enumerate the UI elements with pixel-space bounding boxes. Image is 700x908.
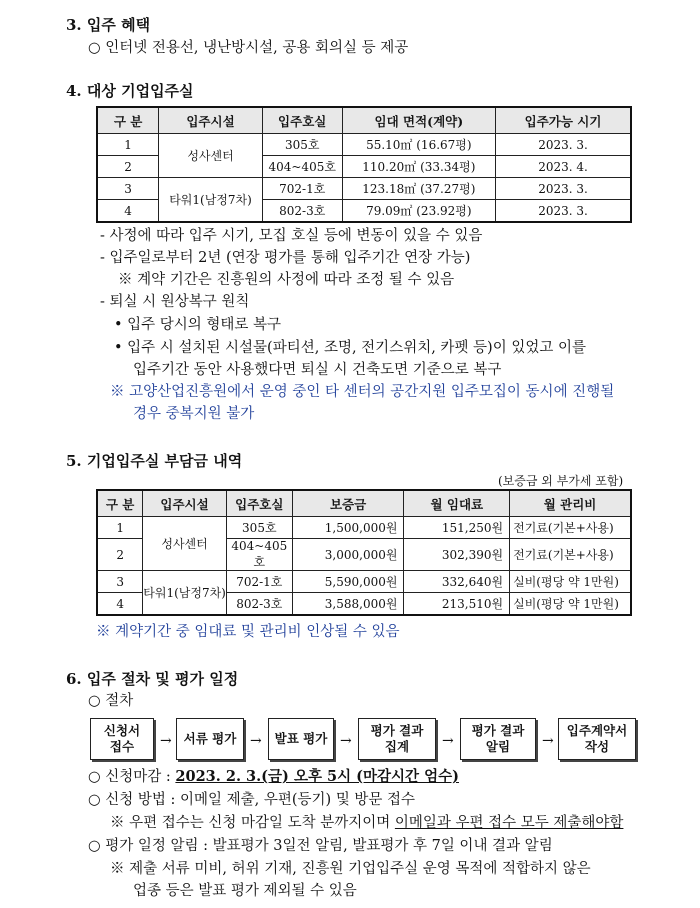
mail-note-emphasis: 이메일과 우편 접수 모두 제출해야함	[394, 815, 624, 831]
table-row	[97, 517, 631, 539]
date-cell: 2023. 3.	[496, 200, 631, 223]
row-number: 1	[97, 134, 159, 156]
step-application	[90, 718, 154, 760]
step-label: 접수	[109, 739, 135, 754]
mgmt-fee-cell: 실비(평당 약 1만원)	[510, 593, 631, 616]
header-cell: 입주호실	[226, 490, 292, 517]
mgmt-fee-cell: 전기료(기본+사용)	[510, 539, 631, 571]
section-6-heading: 6. 입주 절차 및 평가 일정	[66, 670, 239, 688]
facility-cell: 타워1(남정7차)	[143, 571, 227, 616]
row-number: 2	[97, 539, 143, 571]
date-cell: 2023. 3.	[496, 178, 631, 200]
header-cell: 보증금	[292, 490, 404, 517]
section-4-heading: 4. 대상 기업입주실	[66, 82, 194, 100]
header-cell: 월 임대료	[404, 490, 510, 517]
step-contract	[558, 718, 636, 760]
row-number: 2	[97, 156, 159, 178]
deadline-line	[88, 767, 459, 787]
date-cell: 2023. 3.	[496, 134, 631, 156]
section-3-item: ○ 인터넷 전용선, 냉난방시설, 공용 회의실 등 제공	[88, 40, 409, 56]
header-cell: 입주시설	[159, 107, 263, 134]
rent-cell: 302,390원	[404, 539, 510, 571]
area-cell: 79.09㎡ (23.92평)	[342, 200, 495, 223]
vat-note: (보증금 외 부가세 포함)	[498, 474, 624, 488]
charges-table	[96, 489, 632, 616]
deposit-cell: 3,588,000원	[292, 593, 404, 616]
procedure-label: ○ 절차	[88, 693, 134, 709]
step-label: 알림	[485, 739, 511, 754]
row-number: 3	[97, 571, 143, 593]
arrow-icon: →	[250, 733, 262, 749]
step-label: 작성	[584, 739, 610, 754]
room-cell: 305호	[226, 517, 292, 539]
mgmt-fee-cell: 전기료(기본+사용)	[510, 517, 631, 539]
room-cell: 702-1호	[262, 178, 342, 200]
note-restoration: - 퇴실 시 원상복구 원칙	[100, 294, 250, 310]
duplicate-support-warning-cont: 경우 중복지원 불가	[133, 406, 255, 422]
step-result-tally	[358, 718, 436, 760]
mail-note	[110, 813, 623, 833]
header-cell: 월 관리비	[510, 490, 631, 517]
note-contract-period: - 입주일로부터 2년 (연장 평가를 통해 입주기간 연장 가능)	[100, 250, 471, 266]
table-row	[97, 134, 631, 156]
arrow-icon: →	[160, 733, 172, 749]
arrow-icon: →	[442, 733, 454, 749]
room-cell: 802-3호	[262, 200, 342, 223]
header-cell: 입주호실	[262, 107, 342, 134]
step-result-notice	[460, 718, 536, 760]
row-number: 3	[97, 178, 159, 200]
header-cell: 입주시설	[143, 490, 227, 517]
arrow-icon: →	[542, 733, 554, 749]
duplicate-support-warning: ※ 고양산업진흥원에서 운영 중인 타 센터의 공간지원 입주모집이 동시에 진행될	[110, 384, 615, 400]
bullet-installed-fixtures-cont: 입주기간 동안 사용했다면 퇴실 시 건축도면 기준으로 복구	[133, 362, 502, 378]
step-document-review	[176, 718, 244, 760]
header-cell: 임대 면적(계약)	[342, 107, 495, 134]
room-cell: 702-1호	[226, 571, 292, 593]
step-label: 평가 결과	[370, 723, 424, 738]
facility-cell: 성사센터	[159, 134, 263, 178]
header-cell: 구 분	[97, 107, 159, 134]
room-cell: 404~405호	[262, 156, 342, 178]
deadline-value: 2023. 2. 3.(금) 오후 5시 (마감시간 엄수)	[175, 768, 459, 785]
facility-cell: 성사센터	[143, 517, 227, 571]
row-number: 4	[97, 200, 159, 223]
table-row	[97, 178, 631, 200]
section-3-heading: 3. 입주 혜택	[66, 16, 151, 34]
exclusion-note: ※ 제출 서류 미비, 허위 기재, 진흥원 기업입주실 운영 목적에 적합하지 않은	[110, 861, 591, 877]
deposit-cell: 5,590,000원	[292, 571, 404, 593]
step-label: 서류 평가	[183, 731, 237, 746]
area-cell: 123.18㎡ (37.27평)	[342, 178, 495, 200]
fee-increase-note: ※ 계약기간 중 임대료 및 관리비 인상될 수 있음	[96, 624, 400, 640]
deadline-label: ○ 신청마감 :	[88, 769, 176, 785]
mail-note-text: ※ 우편 접수는 신청 마감일 도착 분까지이며	[110, 815, 395, 831]
rent-cell: 151,250원	[404, 517, 510, 539]
section-5-heading: 5. 기업입주실 부담금 내역	[66, 452, 243, 470]
area-cell: 110.20㎡ (33.34평)	[342, 156, 495, 178]
row-number: 1	[97, 517, 143, 539]
step-presentation-review	[268, 718, 334, 760]
deposit-cell: 1,500,000원	[292, 517, 404, 539]
rent-cell: 213,510원	[404, 593, 510, 616]
date-cell: 2023. 4.	[496, 156, 631, 178]
rent-cell: 332,640원	[404, 571, 510, 593]
table-header-row	[97, 107, 631, 134]
room-cell: 802-3호	[226, 593, 292, 616]
step-label: 입주계약서	[566, 723, 628, 738]
note-contract-adjust: ※ 계약 기간은 진흥원의 사정에 따라 조정 될 수 있음	[118, 272, 455, 288]
table-row	[97, 571, 631, 593]
room-cell: 305호	[262, 134, 342, 156]
facility-cell: 타워1(남정7차)	[159, 178, 263, 223]
header-cell: 구 분	[97, 490, 143, 517]
bullet-installed-fixtures: • 입주 시 설치된 시설물(파티션, 조명, 전기스위치, 카펫 등)이 있었고 이를	[114, 340, 586, 356]
bullet-restore-original: • 입주 당시의 형태로 복구	[114, 317, 282, 333]
step-label: 신청서	[103, 723, 141, 738]
application-method: ○ 신청 방법 : 이메일 제출, 우편(등기) 및 방문 접수	[88, 792, 416, 808]
header-cell: 입주가능 시기	[496, 107, 631, 134]
rooms-table	[96, 106, 632, 223]
area-cell: 55.10㎡ (16.67평)	[342, 134, 495, 156]
exclusion-note-cont: 업종 등은 발표 평가 제외될 수 있음	[133, 883, 357, 899]
arrow-icon: →	[340, 733, 352, 749]
row-number: 4	[97, 593, 143, 616]
step-label: 발표 평가	[274, 731, 328, 746]
deposit-cell: 3,000,000원	[292, 539, 404, 571]
table-header-row	[97, 490, 631, 517]
step-label: 평가 결과	[471, 723, 525, 738]
evaluation-schedule: ○ 평가 일정 알림 : 발표평가 3일전 알림, 발표평가 후 7일 이내 결과 알림	[88, 838, 553, 854]
room-cell: 404~405호	[226, 539, 292, 571]
note-schedule-change: - 사정에 따라 입주 시기, 모집 호실 등에 변동이 있을 수 있음	[100, 228, 483, 244]
step-label: 집계	[384, 739, 410, 754]
mgmt-fee-cell: 실비(평당 약 1만원)	[510, 571, 631, 593]
